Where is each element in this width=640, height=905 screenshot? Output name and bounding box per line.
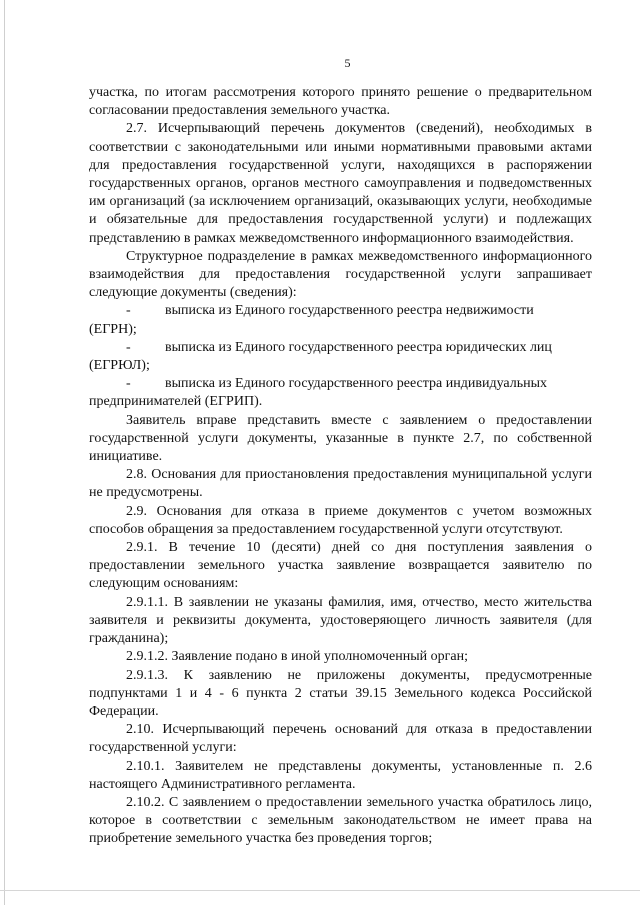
paragraph-structural-unit: Структурное подразделение в рамках межведомственного информационного взаимодействия для предоставления государственной услуги запрашивает следующие документы (сведения): <box>89 248 592 301</box>
paragraph-2-9-1: 2.9.1. В течение 10 (десяти) дней со дня поступления заявления о предоставлении земельного участка заявление возвращается заявителю по следующим основаниям: <box>89 540 592 592</box>
list-item-egrn <box>89 302 592 320</box>
list-item-text: выписка из Единого государственного реестра индивидуальных <box>165 376 548 392</box>
list-item-egrul <box>89 339 592 357</box>
list-item-egrip <box>89 375 592 393</box>
list-dash: - <box>126 339 131 355</box>
paragraph-2-10-1: 2.10.1. Заявителем не представлены документы, установленные п. 2.6 настоящего Административного регламента. <box>89 758 592 792</box>
list-item-continuation: (ЕГРН); <box>89 321 137 337</box>
paragraph-2-10: 2.10. Исчерпывающий перечень оснований для отказа в предоставлении государственной услуги: <box>89 722 592 756</box>
page-edge-bottom <box>0 890 640 891</box>
paragraph-2-7: 2.7. Исчерпывающий перечень документов (сведений), необходимых в соответствии с законодательными или иными нормативными правовыми актами для предоставления государственной услуги, находящихся в распоряжении государственных органов, органов местного самоуправления и подведомственных им организаций (за исключением организаций, оказывающих услуги, необходимые и обязательные для предоставления государственной услуги) и подлежащих представлению в рамках межведомственного информационного взаимодействия. <box>89 121 592 246</box>
list-dash: - <box>126 303 131 319</box>
paragraph-2-9-1-3: 2.9.1.3. К заявлению не приложены документы, предусмотренные подпунктами 1 и 4 - 6 пункта 2 статьи 39.15 Земельного кодекса Российской Федерации. <box>89 667 592 719</box>
list-item-continuation: (ЕГРЮЛ); <box>89 358 150 374</box>
paragraph-2-9-1-1: 2.9.1.1. В заявлении не указаны фамилия, имя, отчество, место жительства заявителя и реквизиты документа, удостоверяющего личность заявителя (для гражданина); <box>89 594 592 647</box>
paragraph-2-9-1-2: 2.9.1.2. Заявление подано в иной уполномоченный орган; <box>126 649 468 665</box>
paragraph-2-8: 2.8. Основания для приостановления предоставления муниципальной услуги не предусмотрены. <box>89 467 592 501</box>
list-item-text: выписка из Единого государственного реестра юридических лиц <box>165 339 552 355</box>
page-number: 5 <box>344 56 351 70</box>
paragraph-applicant-right: Заявитель вправе представить вместе с заявлением о предоставлении государственной услуги документы, указанные в пункте 2.7, по собственной инициативе. <box>89 412 592 465</box>
list-item-text: выписка из Единого государственного реестра недвижимости <box>165 303 534 319</box>
list-dash: - <box>126 376 131 392</box>
paragraph-continuation: участка, по итогам рассмотрения которого принято решение о предварительном согласовании предоставления земельного участка. <box>89 85 592 119</box>
page-edge-left <box>4 0 5 905</box>
paragraph-2-10-2: 2.10.2. С заявлением о предоставлении земельного участка обратилось лицо, которое в соответствии с земельным законодательством не имеет права на приобретение земельного участка без проведения торгов; <box>89 794 592 847</box>
paragraph-2-9: 2.9. Основания для отказа в приеме документов с учетом возможных способов обращения за предоставлением государственной услуги отсутствуют. <box>89 503 592 537</box>
list-item-continuation: предпринимателей (ЕГРИП). <box>89 394 263 410</box>
